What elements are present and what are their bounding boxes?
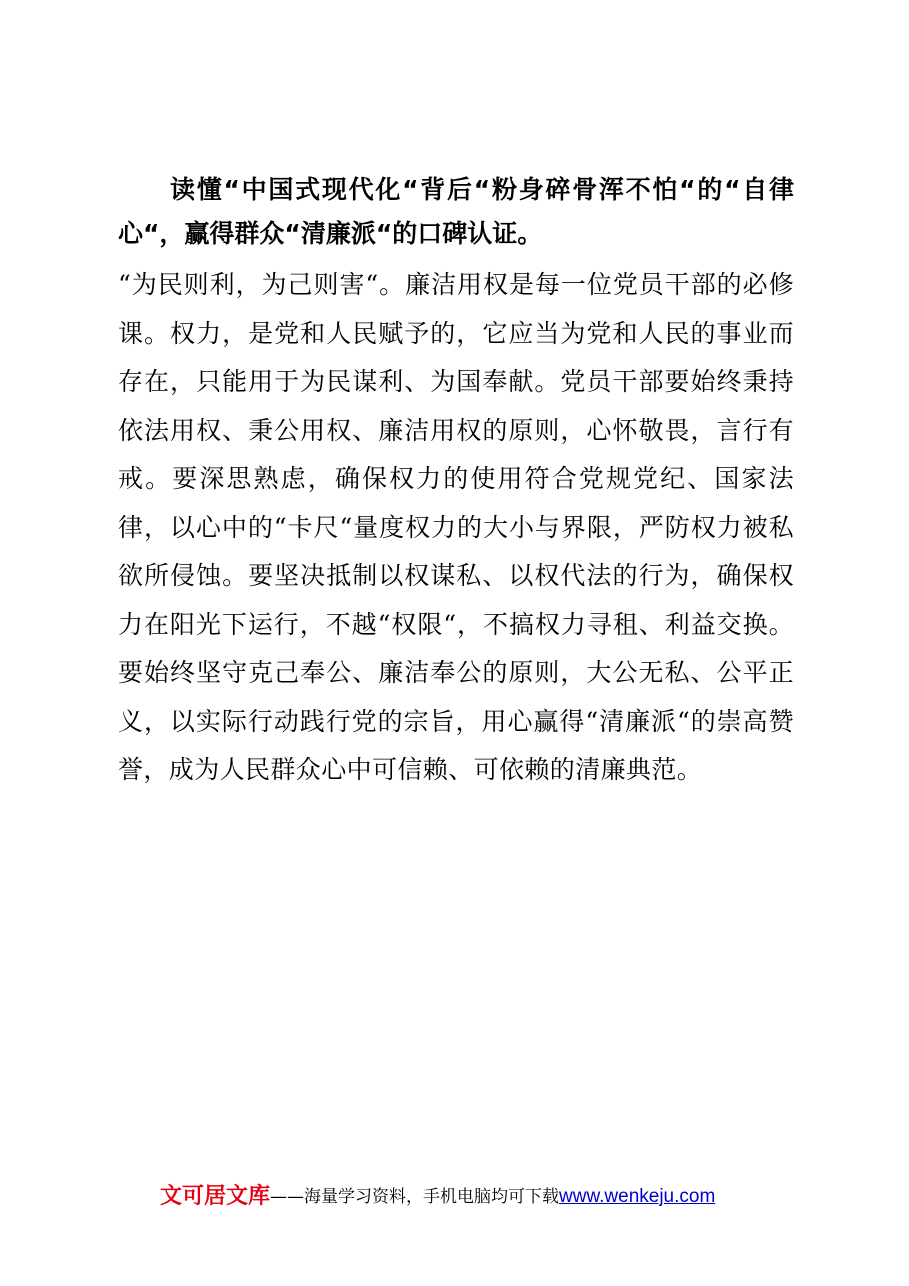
footer [160, 1182, 800, 1212]
footer-brand: 文可居文库 [160, 1184, 271, 1209]
footer-dash: —— [270, 1187, 305, 1207]
footer-website-link[interactable]: www.wenkeju.com [559, 1186, 716, 1207]
footer-description: 海量学习资料，手机电脑均可下载 [304, 1187, 560, 1207]
body-paragraph: “为民则利，为己则害“。廉洁用权是每一位党员干部的必修课。权力，是党和人民赋予的，它应当为党和人民的事业而存在，只能用于为民谋利、为国奉献。党员干部要始终秉持依法用权、秉公用权、廉洁用权的原则，心怀敬畏，言行有戒。要深思熟虑，确保权力的使用符合党规党纪、国家法律，以心中的“卡尺“量度权力的大小与界限，严防权力被私欲所侵蚀。要坚决抵制以权谋私、以权代法的行为，确保权力在阳光下运行，不越“权限“，不搞权力寻租、利益交换。要始终坚守克己奉公、廉洁奉公的原则，大公无私、公平正义，以实际行动践行党的宗旨，用心赢得“清廉派“的崇高赞誉，成为人民群众心中可信赖、可依赖的清廉典范。 [118, 270, 794, 784]
section-heading: 读懂“中国式现代化“背后“粉身碎骨浑不怕“的“自律心“，赢得群众“清廉派“的口碑认证。 [118, 175, 794, 248]
